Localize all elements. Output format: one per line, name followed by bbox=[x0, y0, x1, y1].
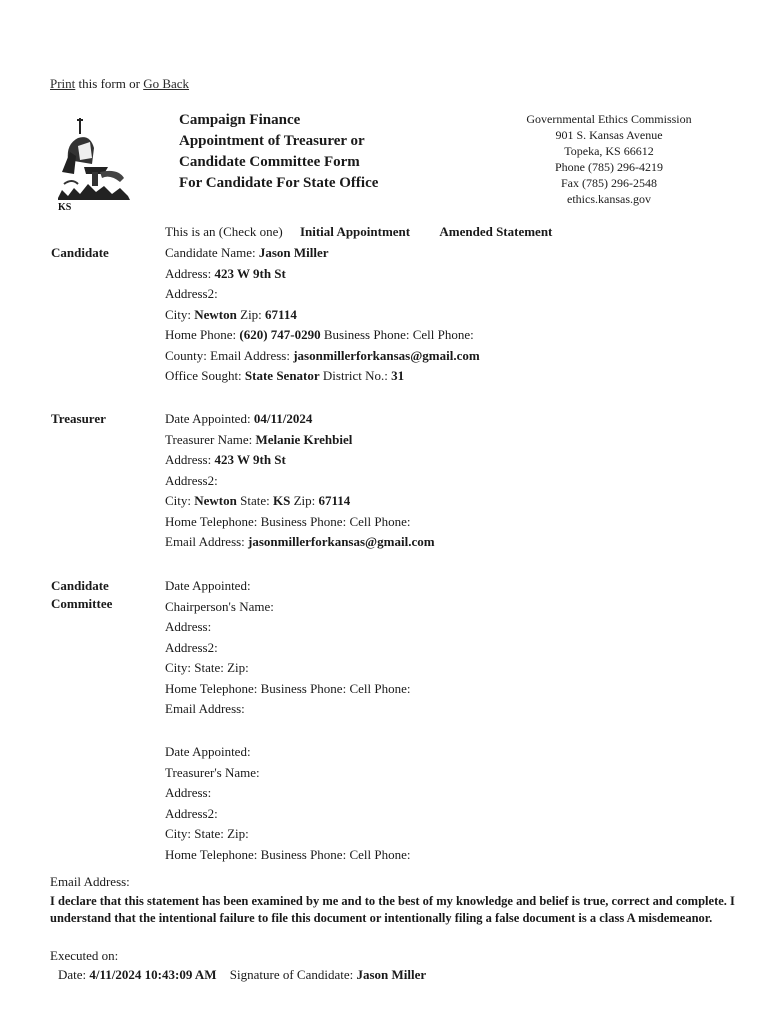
committee-chair-city: City: State: Zip: bbox=[165, 660, 249, 675]
title-line-4: For Candidate For State Office bbox=[179, 175, 379, 191]
agency-website: ethics.kansas.gov bbox=[567, 192, 651, 206]
treasurer-name-row: Treasurer Name: Melanie Krehbiel bbox=[165, 431, 353, 447]
executed-on-label: Executed on: bbox=[50, 948, 119, 963]
declaration-text: I declare that this statement has been examined by me and to the best of my knowledge and belief is true, correct and complete. I understand that the intentional failure to file this document or intentionally filing a false document is a class A misdemeanor. bbox=[50, 894, 735, 925]
go-back-link[interactable]: Go Back bbox=[143, 76, 190, 91]
agency-city: Topeka, KS 66612 bbox=[564, 144, 654, 158]
treasurer-email-row: Email Address: jasonmillerforkansas@gmail.com bbox=[165, 534, 435, 549]
section-treasurer: Treasurer bbox=[51, 411, 106, 426]
candidate-name-row: Candidate Name: Jason Miller bbox=[165, 245, 329, 260]
candidate-office-row: Office Sought: State Senator District No.: 31 bbox=[165, 368, 405, 383]
nav-middle-text: this form or bbox=[75, 76, 144, 91]
committee-chair-name: Chairperson's Name: bbox=[165, 598, 274, 614]
candidate-district: 31 bbox=[391, 368, 405, 383]
treasurer-phones-row: Home Telephone: Business Phone: Cell Phone: bbox=[165, 513, 411, 529]
candidate-signature: Jason Miller bbox=[356, 967, 427, 982]
committee-chair-address: Address: bbox=[165, 619, 212, 634]
amended-statement-option: Amended Statement bbox=[439, 224, 553, 239]
treasurer-city-row: City: Newton State: KS Zip: 67114 bbox=[165, 493, 351, 508]
treasurer-address: 423 W 9th St bbox=[214, 452, 286, 467]
title-line-3: Candidate Committee Form bbox=[179, 154, 360, 170]
treasurer-email: jasonmillerforkansas@gmail.com bbox=[248, 534, 435, 549]
committee-chair-address2: Address2: bbox=[165, 639, 218, 655]
committee-treasurer-city: City: State: Zip: bbox=[165, 826, 249, 841]
form-title bbox=[179, 110, 378, 194]
nav-links bbox=[50, 76, 189, 92]
treasurer-date-row: Date Appointed: 04/11/2024 bbox=[165, 411, 313, 426]
section-candidate: Candidate bbox=[51, 245, 109, 260]
agency-name: Governmental Ethics Commission bbox=[526, 112, 692, 126]
footer-email-label: Email Address: bbox=[50, 874, 130, 889]
execution-row: Date: 4/11/2024 10:43:09 AM Signature of Candidate: Jason Miller bbox=[58, 967, 427, 982]
treasurer-state: KS bbox=[272, 493, 291, 508]
candidate-office: State Senator bbox=[244, 368, 320, 383]
candidate-zip: 67114 bbox=[265, 306, 297, 322]
treasurer-zip: 67114 bbox=[318, 493, 351, 508]
candidate-home-phone: (620) 747-0290 bbox=[239, 327, 321, 342]
treasurer-address2-row: Address2: bbox=[165, 472, 218, 488]
candidate-address: 423 W 9th St bbox=[214, 265, 286, 281]
print-link[interactable]: Print bbox=[50, 76, 76, 91]
execution-date: 4/11/2024 10:43:09 AM bbox=[89, 967, 217, 982]
candidate-block bbox=[165, 243, 480, 387]
candidate-name: Jason Miller bbox=[258, 245, 329, 260]
state-seal-icon bbox=[48, 112, 138, 212]
svg-text:KS: KS bbox=[58, 202, 72, 212]
candidate-address2-row: Address2: bbox=[165, 286, 218, 301]
agency-fax: Fax (785) 296-2548 bbox=[561, 176, 657, 190]
check-one-row bbox=[165, 222, 552, 243]
title-line-1: Campaign Finance bbox=[179, 112, 301, 128]
candidate-county-email-row: County: Email Address: jasonmillerforkansas@gmail.com bbox=[165, 347, 480, 363]
treasurer-city: Newton bbox=[194, 493, 237, 508]
treasurer-name: Melanie Krehbiel bbox=[255, 431, 353, 447]
title-line-2: Appointment of Treasurer or bbox=[179, 133, 365, 149]
agency-block bbox=[494, 111, 724, 207]
initial-appointment-option: Initial Appointment bbox=[299, 224, 411, 239]
committee-treasurer-block bbox=[165, 742, 410, 865]
check-prefix: This is an (Check one) bbox=[165, 224, 283, 239]
committee-treasurer-name: Treasurer's Name: bbox=[165, 764, 260, 780]
section-candidate-committee: Candidate Committee bbox=[51, 578, 113, 611]
candidate-address-row: Address: 423 W 9th St bbox=[165, 265, 286, 281]
committee-chair-phones: Home Telephone: Business Phone: Cell Phone: bbox=[165, 680, 411, 696]
committee-treasurer-address2: Address2: bbox=[165, 805, 218, 821]
treasurer-address-row: Address: 423 W 9th St bbox=[165, 452, 286, 467]
committee-chair-email: Email Address: bbox=[165, 701, 245, 716]
committee-chair-date: Date Appointed: bbox=[165, 578, 251, 593]
committee-chair-block bbox=[165, 576, 410, 720]
committee-treasurer-address: Address: bbox=[165, 785, 212, 800]
candidate-city-row: City: Newton Zip: 67114 bbox=[165, 306, 297, 322]
agency-street: 901 S. Kansas Avenue bbox=[555, 128, 663, 142]
candidate-city: Newton bbox=[194, 306, 237, 322]
committee-treasurer-date: Date Appointed: bbox=[165, 744, 251, 759]
candidate-email: jasonmillerforkansas@gmail.com bbox=[293, 347, 480, 363]
treasurer-block bbox=[165, 409, 435, 553]
agency-phone: Phone (785) 296-4219 bbox=[555, 160, 663, 174]
treasurer-date: 04/11/2024 bbox=[253, 411, 313, 426]
committee-treasurer-phones: Home Telephone: Business Phone: Cell Phone: bbox=[165, 846, 411, 862]
candidate-phone-row: Home Phone: (620) 747-0290 Business Phone: Cell Phone: bbox=[165, 327, 474, 342]
